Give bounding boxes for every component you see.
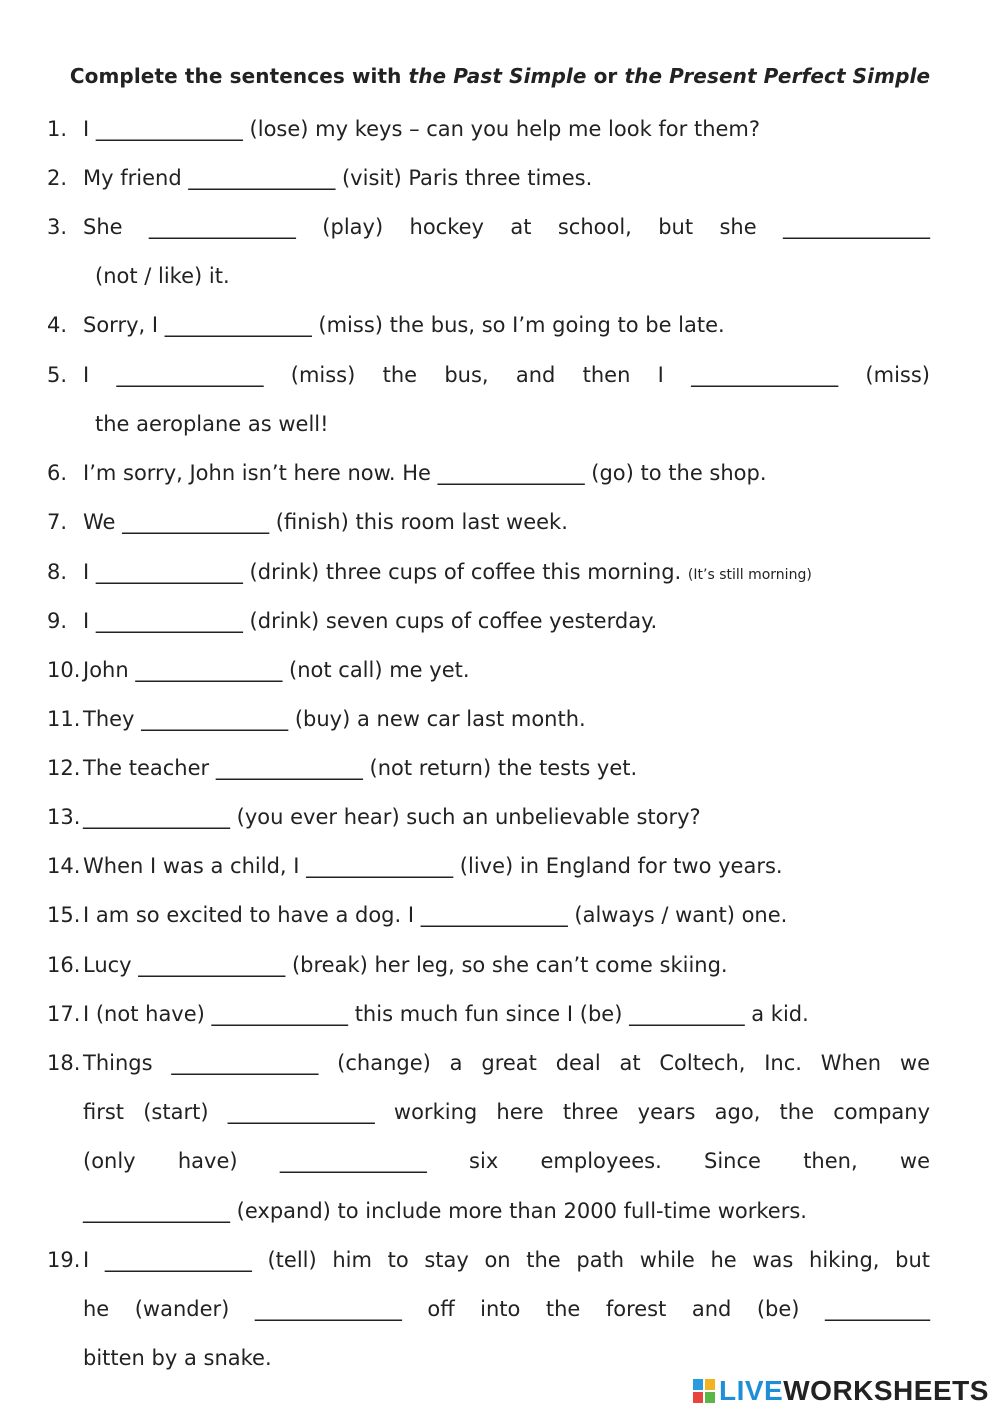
item-number: 4. <box>47 313 68 337</box>
sentence-line: he (wander) ______________ off into the forest and (be) __________ <box>83 1297 930 1321</box>
item-number: 16. <box>47 953 81 977</box>
item-number: 11. <box>47 707 81 731</box>
item-number: 2. <box>47 166 68 190</box>
liveworksheets-logo[interactable] <box>692 1376 989 1406</box>
item-number: 17. <box>47 1002 81 1026</box>
sentence-line: (only have) ______________ six employees. Since then, we <box>83 1149 930 1173</box>
sentence-line: The teacher ______________ (not return) the tests yet. <box>83 756 638 780</box>
sentence-line: I (not have) _____________ this much fun since I (be) ___________ a kid. <box>83 1002 809 1026</box>
sentence-line: She ______________ (play) hockey at school, but she ______________ <box>83 215 930 239</box>
item-number: 1. <box>47 117 68 141</box>
item-number: 13. <box>47 805 81 829</box>
sentence-line: ______________ (you ever hear) such an unbelievable story? <box>83 805 701 829</box>
item-number: 18. <box>47 1051 81 1075</box>
sentence-line: ______________ (expand) to include more than 2000 full-time workers. <box>83 1199 807 1223</box>
sentence-line: I ______________ (lose) my keys – can you help me look for them? <box>83 117 761 141</box>
item-number: 6. <box>47 461 68 485</box>
sentence-line: Lucy ______________ (break) her leg, so she can’t come skiing. <box>83 953 728 977</box>
item-number: 3. <box>47 215 68 239</box>
sentence-line: I ______________ (tell) him to stay on the path while he was hiking, but <box>83 1248 930 1272</box>
item-number: 19. <box>47 1248 81 1272</box>
sentence-line: John ______________ (not call) me yet. <box>83 658 470 682</box>
worksheet-title: Complete the sentences with the Past Simple or the Present Perfect Simple <box>69 64 931 88</box>
sentence-line: My friend ______________ (visit) Paris three times. <box>83 166 593 190</box>
logo-text-live: LIVE <box>719 1375 784 1406</box>
note-text: (It’s still morning) <box>687 567 812 583</box>
sentence-line: I ______________ (drink) seven cups of coffee yesterday. <box>83 609 658 633</box>
item-number: 14. <box>47 854 81 878</box>
sentence-line: (not / like) it. <box>95 264 230 288</box>
item-number: 15. <box>47 903 81 927</box>
sentence-line: Sorry, I ______________ (miss) the bus, so I’m going to be late. <box>83 313 725 337</box>
sentence-line: I am so excited to have a dog. I ______________ (always / want) one. <box>83 903 788 927</box>
item-number: 12. <box>47 756 81 780</box>
item-number: 9. <box>47 609 68 633</box>
sentence-line: Things ______________ (change) a great deal at Coltech, Inc. When we <box>83 1051 930 1075</box>
item-number: 10. <box>47 658 81 682</box>
logo-text-worksheets: WORKSHEETS <box>783 1375 989 1406</box>
sentence-line: the aeroplane as well! <box>95 412 329 436</box>
sentence-line: first (start) ______________ working here three years ago, the company <box>83 1100 930 1124</box>
sentence-line: They ______________ (buy) a new car last month. <box>83 707 586 731</box>
sentence-text: I ______________ (drink) three cups of coffee this morning. <box>83 560 682 584</box>
item-number: 8. <box>47 560 68 584</box>
item-number: 5. <box>47 363 68 387</box>
sentence-line: We ______________ (finish) this room last week. <box>83 510 568 534</box>
sentence-line: When I was a child, I ______________ (live) in England for two years. <box>83 854 783 878</box>
sentence-line: I’m sorry, John isn’t here now. He ______________ (go) to the shop. <box>83 461 767 485</box>
item-number: 7. <box>47 510 68 534</box>
sentence-line <box>83 557 930 590</box>
sentence-line: I ______________ (miss) the bus, and then I ______________ (miss) <box>83 363 930 387</box>
liveworksheets-mark-icon <box>692 1378 716 1404</box>
sentence-line: bitten by a snake. <box>83 1346 272 1370</box>
